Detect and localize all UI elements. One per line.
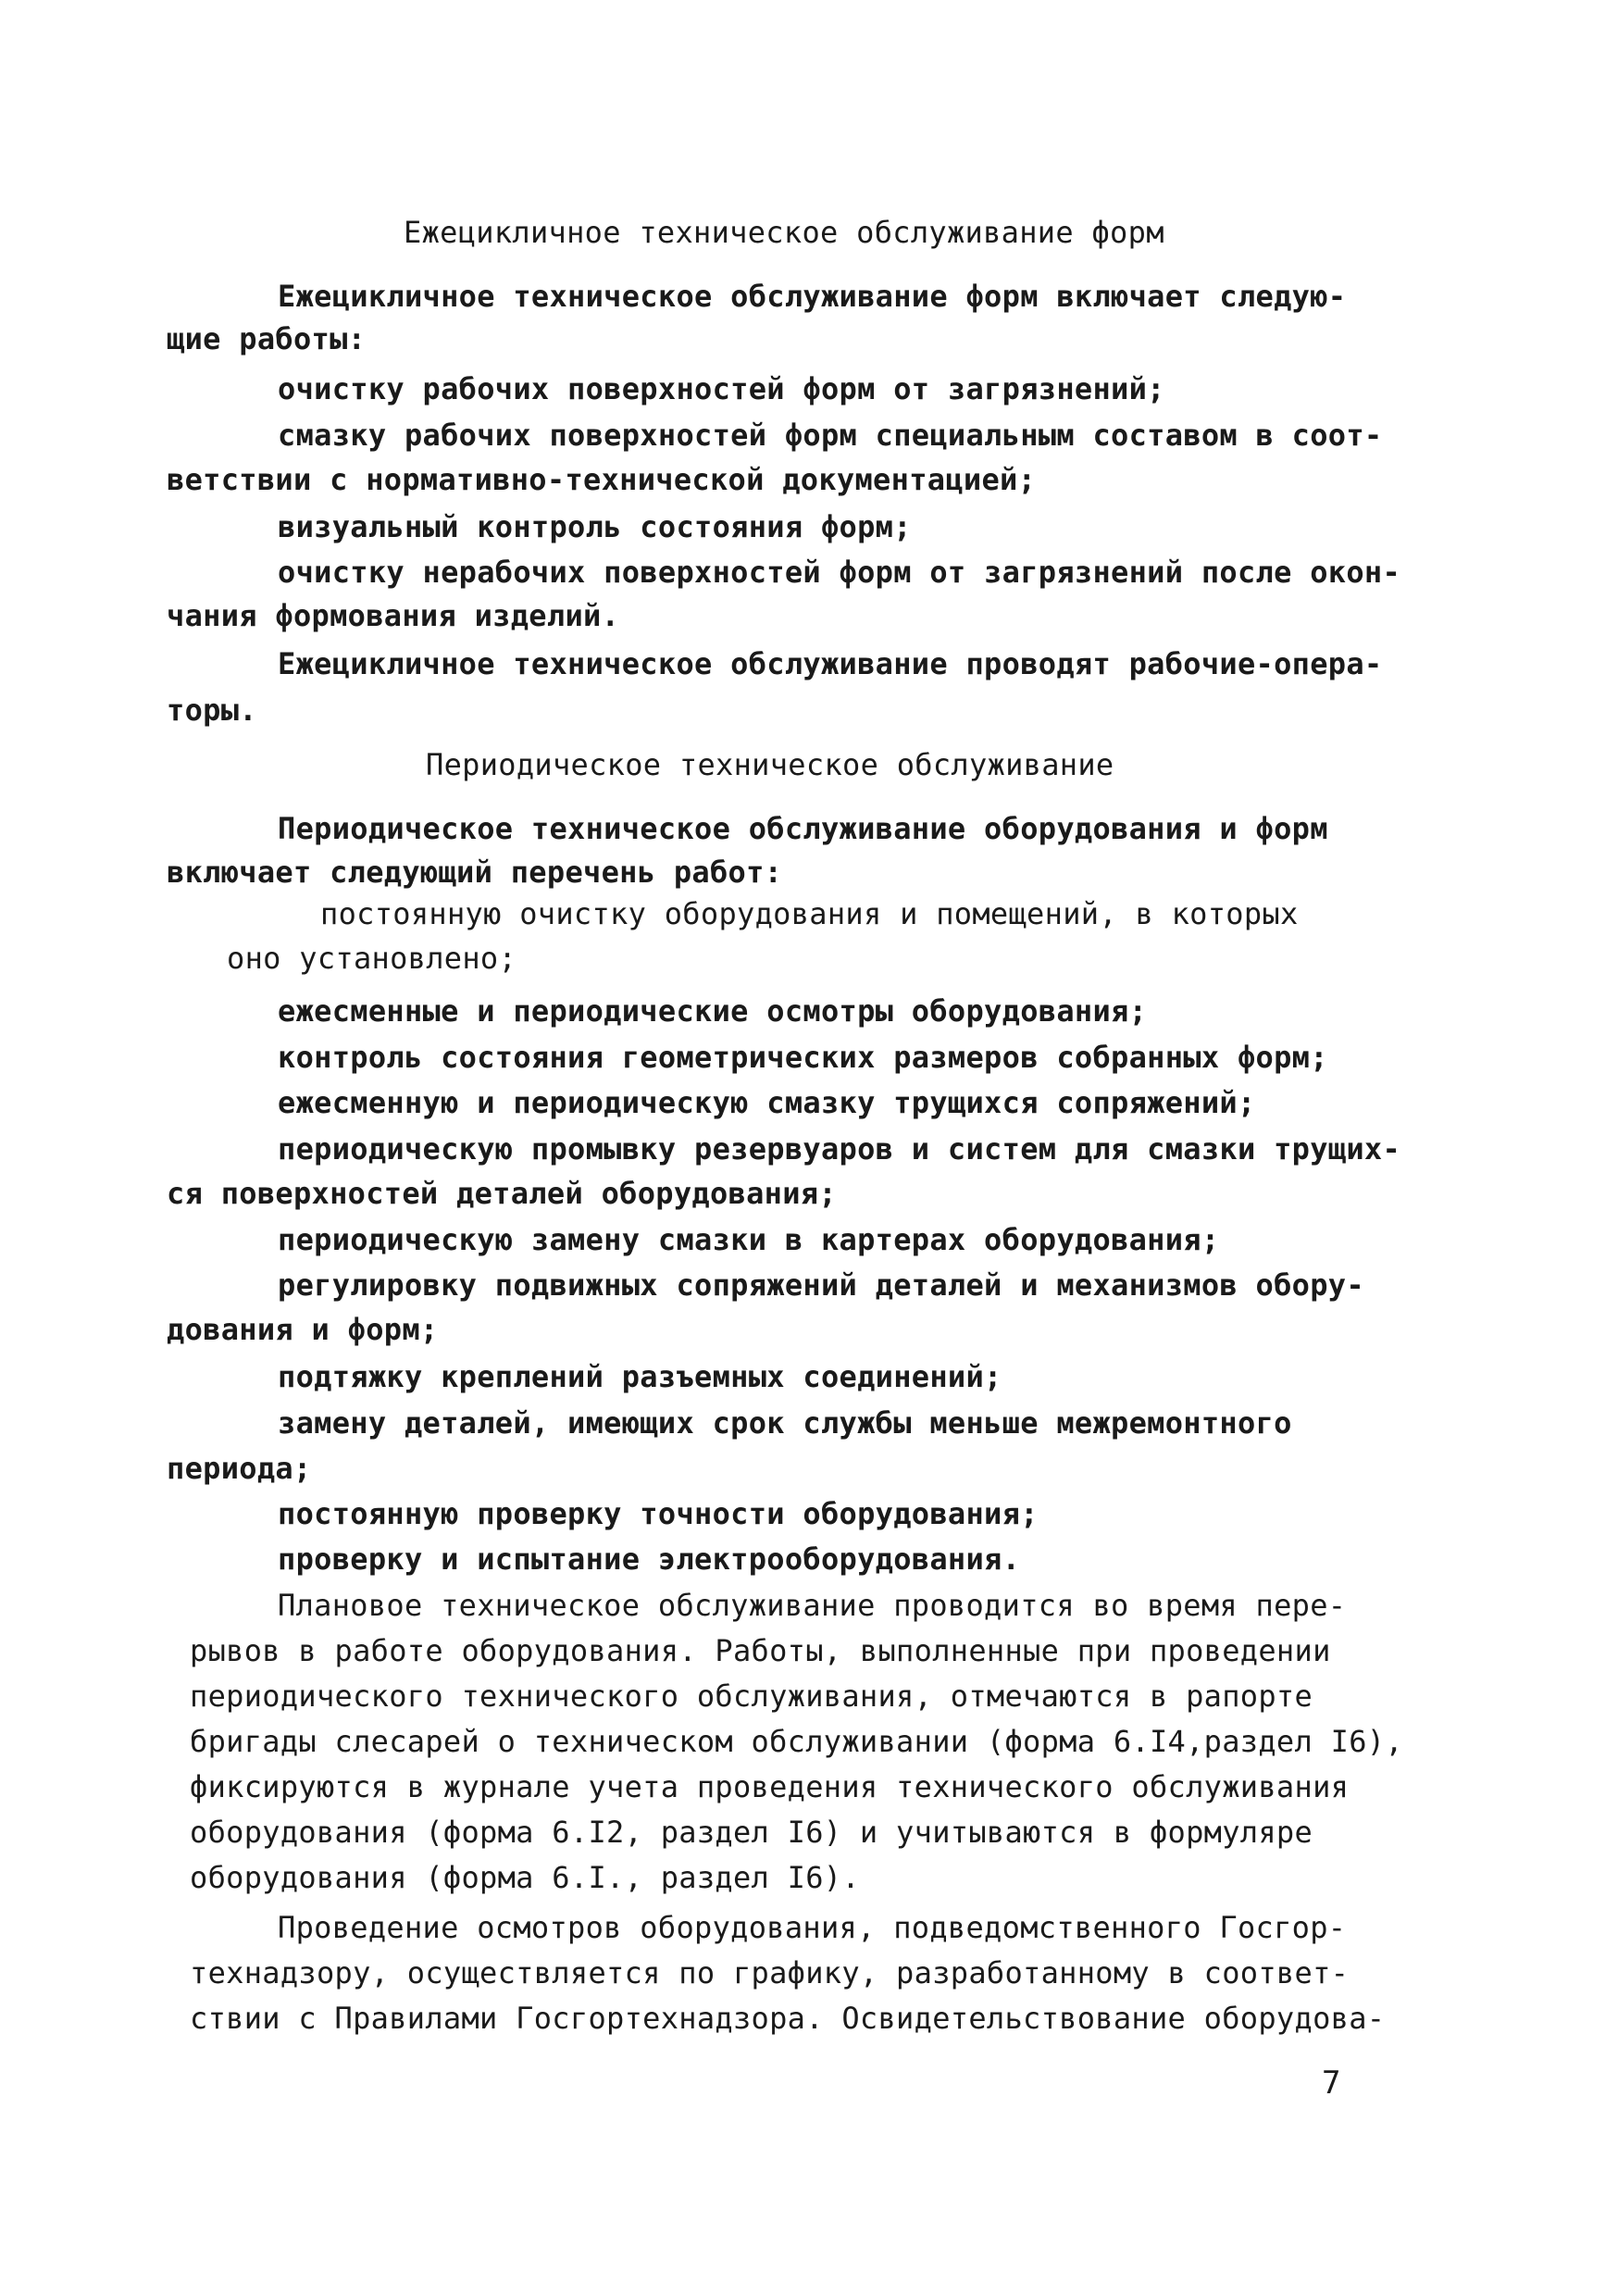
paragraph-line: Проведение осмотров оборудования, подведомственного Госгор- xyxy=(278,1910,1347,1945)
list-item: замену деталей, имеющих срок службы меньше межремонтного xyxy=(278,1405,1292,1441)
list-item: регулировку подвижных сопряжений деталей и механизмов обору- xyxy=(278,1267,1364,1303)
list-item: ся поверхностей деталей оборудования; xyxy=(167,1176,837,1211)
paragraph-line: бригады слесарей о техническом обслуживании (форма 6.I4,раздел I6), xyxy=(190,1724,1403,1759)
list-item: визуальный контроль состояния форм; xyxy=(278,509,912,544)
paragraph-line: Плановое техническое обслуживание проводится во время пере- xyxy=(278,1588,1347,1623)
paragraph-line: технадзору, осуществляется по графику, разработанному в соответ- xyxy=(190,1955,1350,1990)
list-item: контроль состояния геометрических размеров собранных форм; xyxy=(278,1040,1328,1075)
paragraph-line: рывов в работе оборудования. Работы, выполненные при проведении xyxy=(190,1633,1331,1668)
paragraph-line: Периодическое техническое обслуживание оборудования и форм xyxy=(278,811,1328,846)
paragraph-line: периодического технического обслуживания, отмечаются в рапорте xyxy=(190,1678,1313,1714)
list-item: чания формования изделий. xyxy=(167,598,620,633)
list-item: ежесменные и периодические осмотры оборудования; xyxy=(278,993,1148,1029)
paragraph-line: Ежецикличное техническое обслуживание форм включает следую- xyxy=(278,279,1347,314)
list-item: периодическую промывку резервуаров и систем для смазки трущих- xyxy=(278,1131,1401,1167)
section-heading-periodic: Периодическое техническое обслуживание xyxy=(426,747,1114,782)
list-item: проверку и испытание электрооборудования. xyxy=(278,1541,1021,1577)
paragraph-line: Ежецикличное техническое обслуживание проводят рабочие-опера- xyxy=(278,646,1383,681)
paragraph-line: торы. xyxy=(167,693,257,728)
paragraph-line: фиксируются в журнале учета проведения технического обслуживания xyxy=(190,1769,1350,1804)
paragraph-line: оборудования (форма 6.I2, раздел I6) и учитываются в формуляре xyxy=(190,1815,1313,1850)
page-number: 7 xyxy=(1322,2065,1341,2102)
list-item: очистку нерабочих поверхностей форм от загрязнений после окон- xyxy=(278,555,1401,590)
list-item: периодическую замену смазки в картерах оборудования; xyxy=(278,1222,1220,1257)
paragraph-line: ствии с Правилами Госгортехнадзора. Освидетельствование оборудова- xyxy=(190,2001,1386,2036)
section-heading-per-cycle: Ежецикличное техническое обслуживание форм xyxy=(404,215,1164,250)
paragraph-line: включает следующий перечень работ: xyxy=(167,855,783,890)
list-item: смазку рабочих поверхностей форм специальным составом в соот- xyxy=(278,418,1383,453)
list-item: очистку рабочих поверхностей форм от загрязнений; xyxy=(278,371,1165,406)
list-item: ветствии с нормативно-технической документацией; xyxy=(167,462,1037,497)
list-item: постоянную проверку точности оборудования; xyxy=(278,1496,1039,1531)
paragraph-line: щие работы: xyxy=(167,321,367,356)
list-item: ежесменную и периодическую смазку трущихся сопряжений; xyxy=(278,1085,1256,1120)
paragraph-line: оборудования (форма 6.I., раздел I6). xyxy=(190,1860,860,1895)
list-item: подтяжку креплений разъемных соединений; xyxy=(278,1359,1002,1394)
list-item: постоянную очистку оборудования и помещений, в которых xyxy=(320,896,1299,931)
list-item: периода; xyxy=(167,1451,312,1486)
list-item: оно установлено; xyxy=(227,941,517,976)
list-item: дования и форм; xyxy=(167,1312,439,1347)
